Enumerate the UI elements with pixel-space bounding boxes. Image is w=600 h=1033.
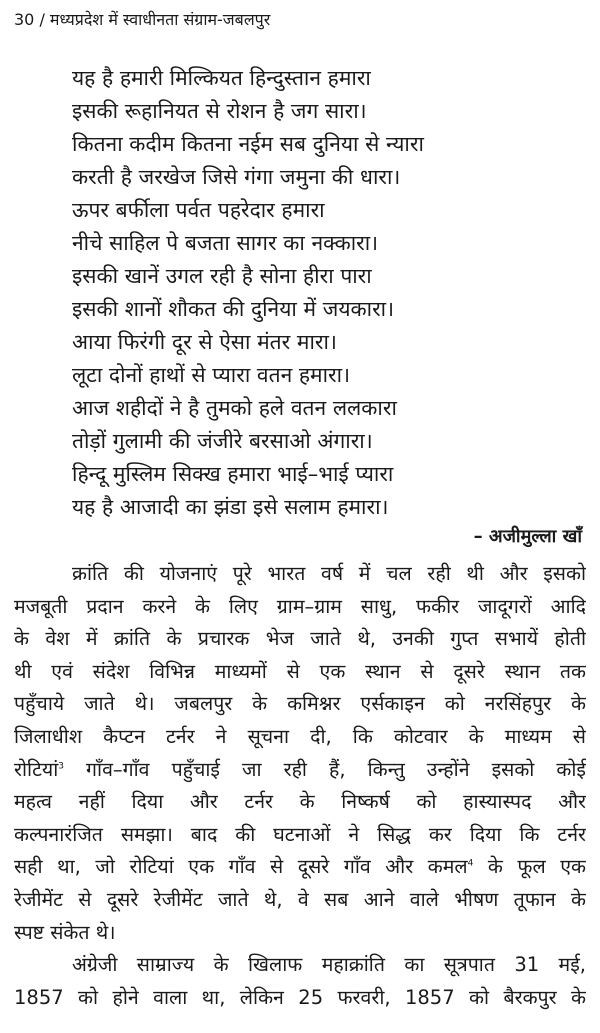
poem-line: तोड़ों गुलामी की जंजीरे बरसाओ अंगारा। (72, 429, 373, 453)
paragraph-line: 1857 को होने वाला था, लेकिन 25 फरवरी, 1857 को बैरकपुर के (14, 985, 586, 1009)
poem-line: आया फिरंगी दूर से ऐसा मंतर मारा। (72, 330, 337, 354)
poem-line: ऊपर बर्फीला पर्वत पहरेदार हमारा (72, 198, 325, 222)
poem-line: हिन्दू मुस्लिम सिक्ख हमारा भाई–भाई प्यारा (72, 462, 394, 486)
poem-line: लूटा दोनों हाथों से प्यारा वतन हमारा। (72, 363, 351, 387)
paragraph-line: मजबूती प्रदान करने के लिए ग्राम–ग्राम साधु, फकीर जादूगरों आदि (14, 594, 586, 618)
paragraph-line (14, 851, 586, 884)
poem-line: इसकी खानें उगल रही है सोना हीरा पारा (72, 264, 372, 288)
paragraph-line: के वेश में क्रांति के प्रचारक भेज जाते थे, उनकी गुप्त सभायें होती (14, 627, 586, 651)
poem-line: करती है जरखेज जिसे गंगा जमुना की धारा। (72, 165, 401, 189)
running-head: 30 / मध्यप्रदेश में स्वाधीनता संग्राम-जबलपुर (14, 10, 271, 29)
paragraph-line: कल्पनारंजित समझा। बाद की घटनाओं ने सिद्ध कर दिया कि टर्नर (14, 822, 586, 846)
footnote-marker: 3 (58, 761, 64, 772)
poem-line: नीचे साहिल पे बजता सागर का नक्कारा। (72, 231, 379, 255)
poem (72, 62, 592, 524)
paragraph-line: पहुँचाये जाते थे। जबलपुर के कमिश्नर एर्सकाइन को नरसिंहपुर के (14, 692, 586, 716)
poem-line: यह है हमारी मिल्कियत हिन्दुस्तान हमारा (72, 66, 371, 90)
poem-line: यह है आजादी का झंडा इसे सलाम हमारा। (72, 495, 389, 519)
poem-author: – अजीमुल्ला खाँ (473, 526, 582, 547)
poem-line: इसकी शानों शौकत की दुनिया में जयकारा। (72, 297, 395, 321)
paragraph-line: अंग्रेजी साम्राज्य के खिलाफ महाक्रांति का सूत्रपात 31 मई, (72, 953, 586, 977)
paragraph-line: क्रांति की योजनाएं पूरे भारत वर्ष में चल रही थी और इसको (72, 562, 586, 585)
poem-line: इसकी रूहानियत से रोशन है जग सारा। (72, 99, 367, 123)
poem-line: आज शहीदों ने है तुमको हले वतन ललकारा (72, 396, 397, 420)
body-text (14, 558, 586, 1014)
paragraph-line: रेजीमेंट से दूसरे रेजीमेंट जाते थे, वे सब आने वाले भीषण तूफान के (14, 887, 586, 911)
line-segment: के फूल एक (473, 855, 586, 879)
line-segment: गाँव–गाँव पहुँचाई जा रही हैं, किन्तु उन्होंने इसको कोई (64, 757, 586, 781)
paragraph-line: थी एवं संदेश विभिन्न माध्यमों से एक स्थान से दूसरे स्थान तक (14, 659, 586, 683)
line-segment: सही था, जो रोटियां एक गाँव से दूसरे गाँव और कमल (14, 855, 468, 879)
paragraph-line: स्पष्ट संकेत थे। (14, 920, 116, 944)
paragraph-line (14, 754, 586, 787)
paragraph-line: महत्व नहीं दिया और टर्नर के निष्कर्ष को हास्यास्पद और (14, 790, 586, 814)
footnote-marker: 4 (467, 858, 474, 869)
poem-line: कितना कदीम कितना नईम सब दुनिया से न्यारा (72, 132, 424, 156)
paragraph-line: जिलाधीश कैप्टन टर्नर ने सूचना दी, कि कोटवार के माध्यम से (14, 724, 586, 748)
line-segment: रोटियां (14, 757, 59, 781)
